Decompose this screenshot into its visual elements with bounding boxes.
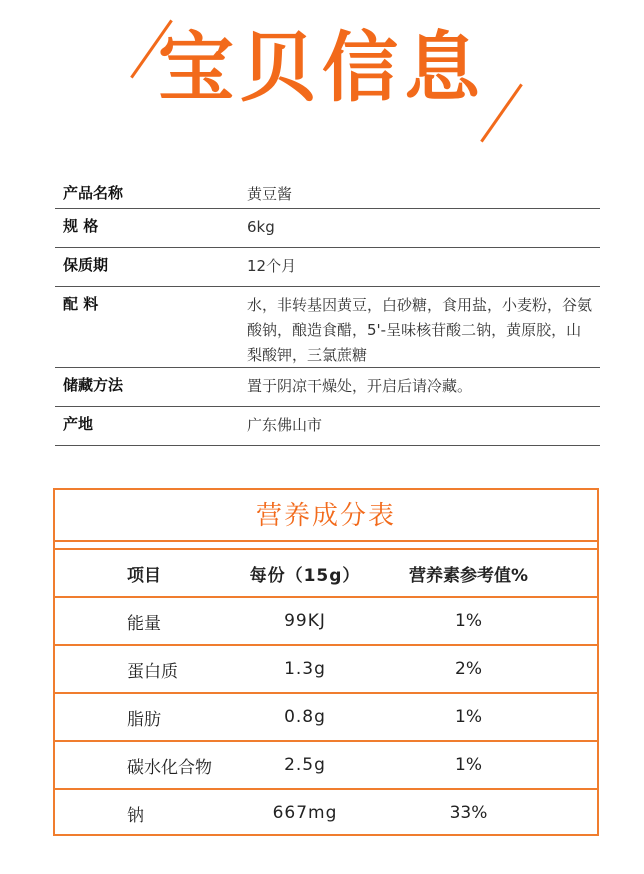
page-title: 宝贝信息 <box>158 23 486 112</box>
nutrient-name: 碳水化合物 <box>127 757 212 778</box>
nutrient-nrv: 1% <box>455 707 482 727</box>
nutrition-row <box>55 740 597 788</box>
info-row-ingredients <box>55 287 600 368</box>
nutrition-row <box>55 596 597 644</box>
info-row-origin <box>55 407 600 446</box>
info-row-storage <box>55 368 600 407</box>
info-key: 产品名称 <box>63 184 124 202</box>
nutrient-amount: 99KJ <box>284 611 326 631</box>
info-value: 广东佛山市 <box>247 416 323 434</box>
nutrient-nrv: 2% <box>455 659 482 679</box>
nutrient-nrv: 33% <box>449 803 488 823</box>
info-row-spec <box>55 209 600 248</box>
nutrition-header-row <box>55 548 597 596</box>
info-value: 置于阴凉干燥处，开启后请冷藏。 <box>247 377 473 395</box>
nutrient-name: 脂肪 <box>127 709 161 730</box>
info-value: 12个月 <box>247 257 297 275</box>
info-value: 水，非转基因黄豆，白砂糖，食用盐，小麦粉，谷氨酸钠，酿造食醋，5'-呈味核苷酸二钠，黄原胶，山梨酸钾，三氯蔗糖 <box>247 296 593 364</box>
nutrition-title: 营养成分表 <box>255 501 396 531</box>
nutrition-table <box>53 488 599 836</box>
info-value: 黄豆酱 <box>247 185 293 203</box>
nutrition-row <box>55 692 597 740</box>
header-nrv: 营养素参考值% <box>408 565 529 586</box>
info-key: 规 格 <box>63 217 99 235</box>
header-item: 项目 <box>127 565 161 586</box>
nutrition-row <box>55 644 597 692</box>
header-per-serving: 每份（15g） <box>249 565 361 586</box>
nutrition-body <box>55 548 597 836</box>
info-key: 配 料 <box>63 295 99 313</box>
info-key: 产地 <box>63 415 94 433</box>
info-key: 保质期 <box>63 256 109 274</box>
nutrient-amount: 1.3g <box>284 659 326 679</box>
nutrient-amount: 0.8g <box>284 707 326 727</box>
nutrient-name: 蛋白质 <box>127 661 178 682</box>
nutrition-title-box <box>55 490 597 542</box>
info-key: 储藏方法 <box>63 376 124 394</box>
nutrient-nrv: 1% <box>455 755 482 775</box>
nutrient-name: 能量 <box>127 613 161 634</box>
header <box>0 0 644 150</box>
nutrient-nrv: 1% <box>455 611 482 631</box>
info-value: 6kg <box>247 218 275 236</box>
product-info-table <box>55 176 600 446</box>
nutrient-amount: 667mg <box>272 803 338 823</box>
nutrition-row <box>55 788 597 836</box>
nutrient-amount: 2.5g <box>284 755 326 775</box>
nutrient-name: 钠 <box>127 805 144 826</box>
info-row-name <box>55 176 600 209</box>
info-row-shelf-life <box>55 248 600 287</box>
